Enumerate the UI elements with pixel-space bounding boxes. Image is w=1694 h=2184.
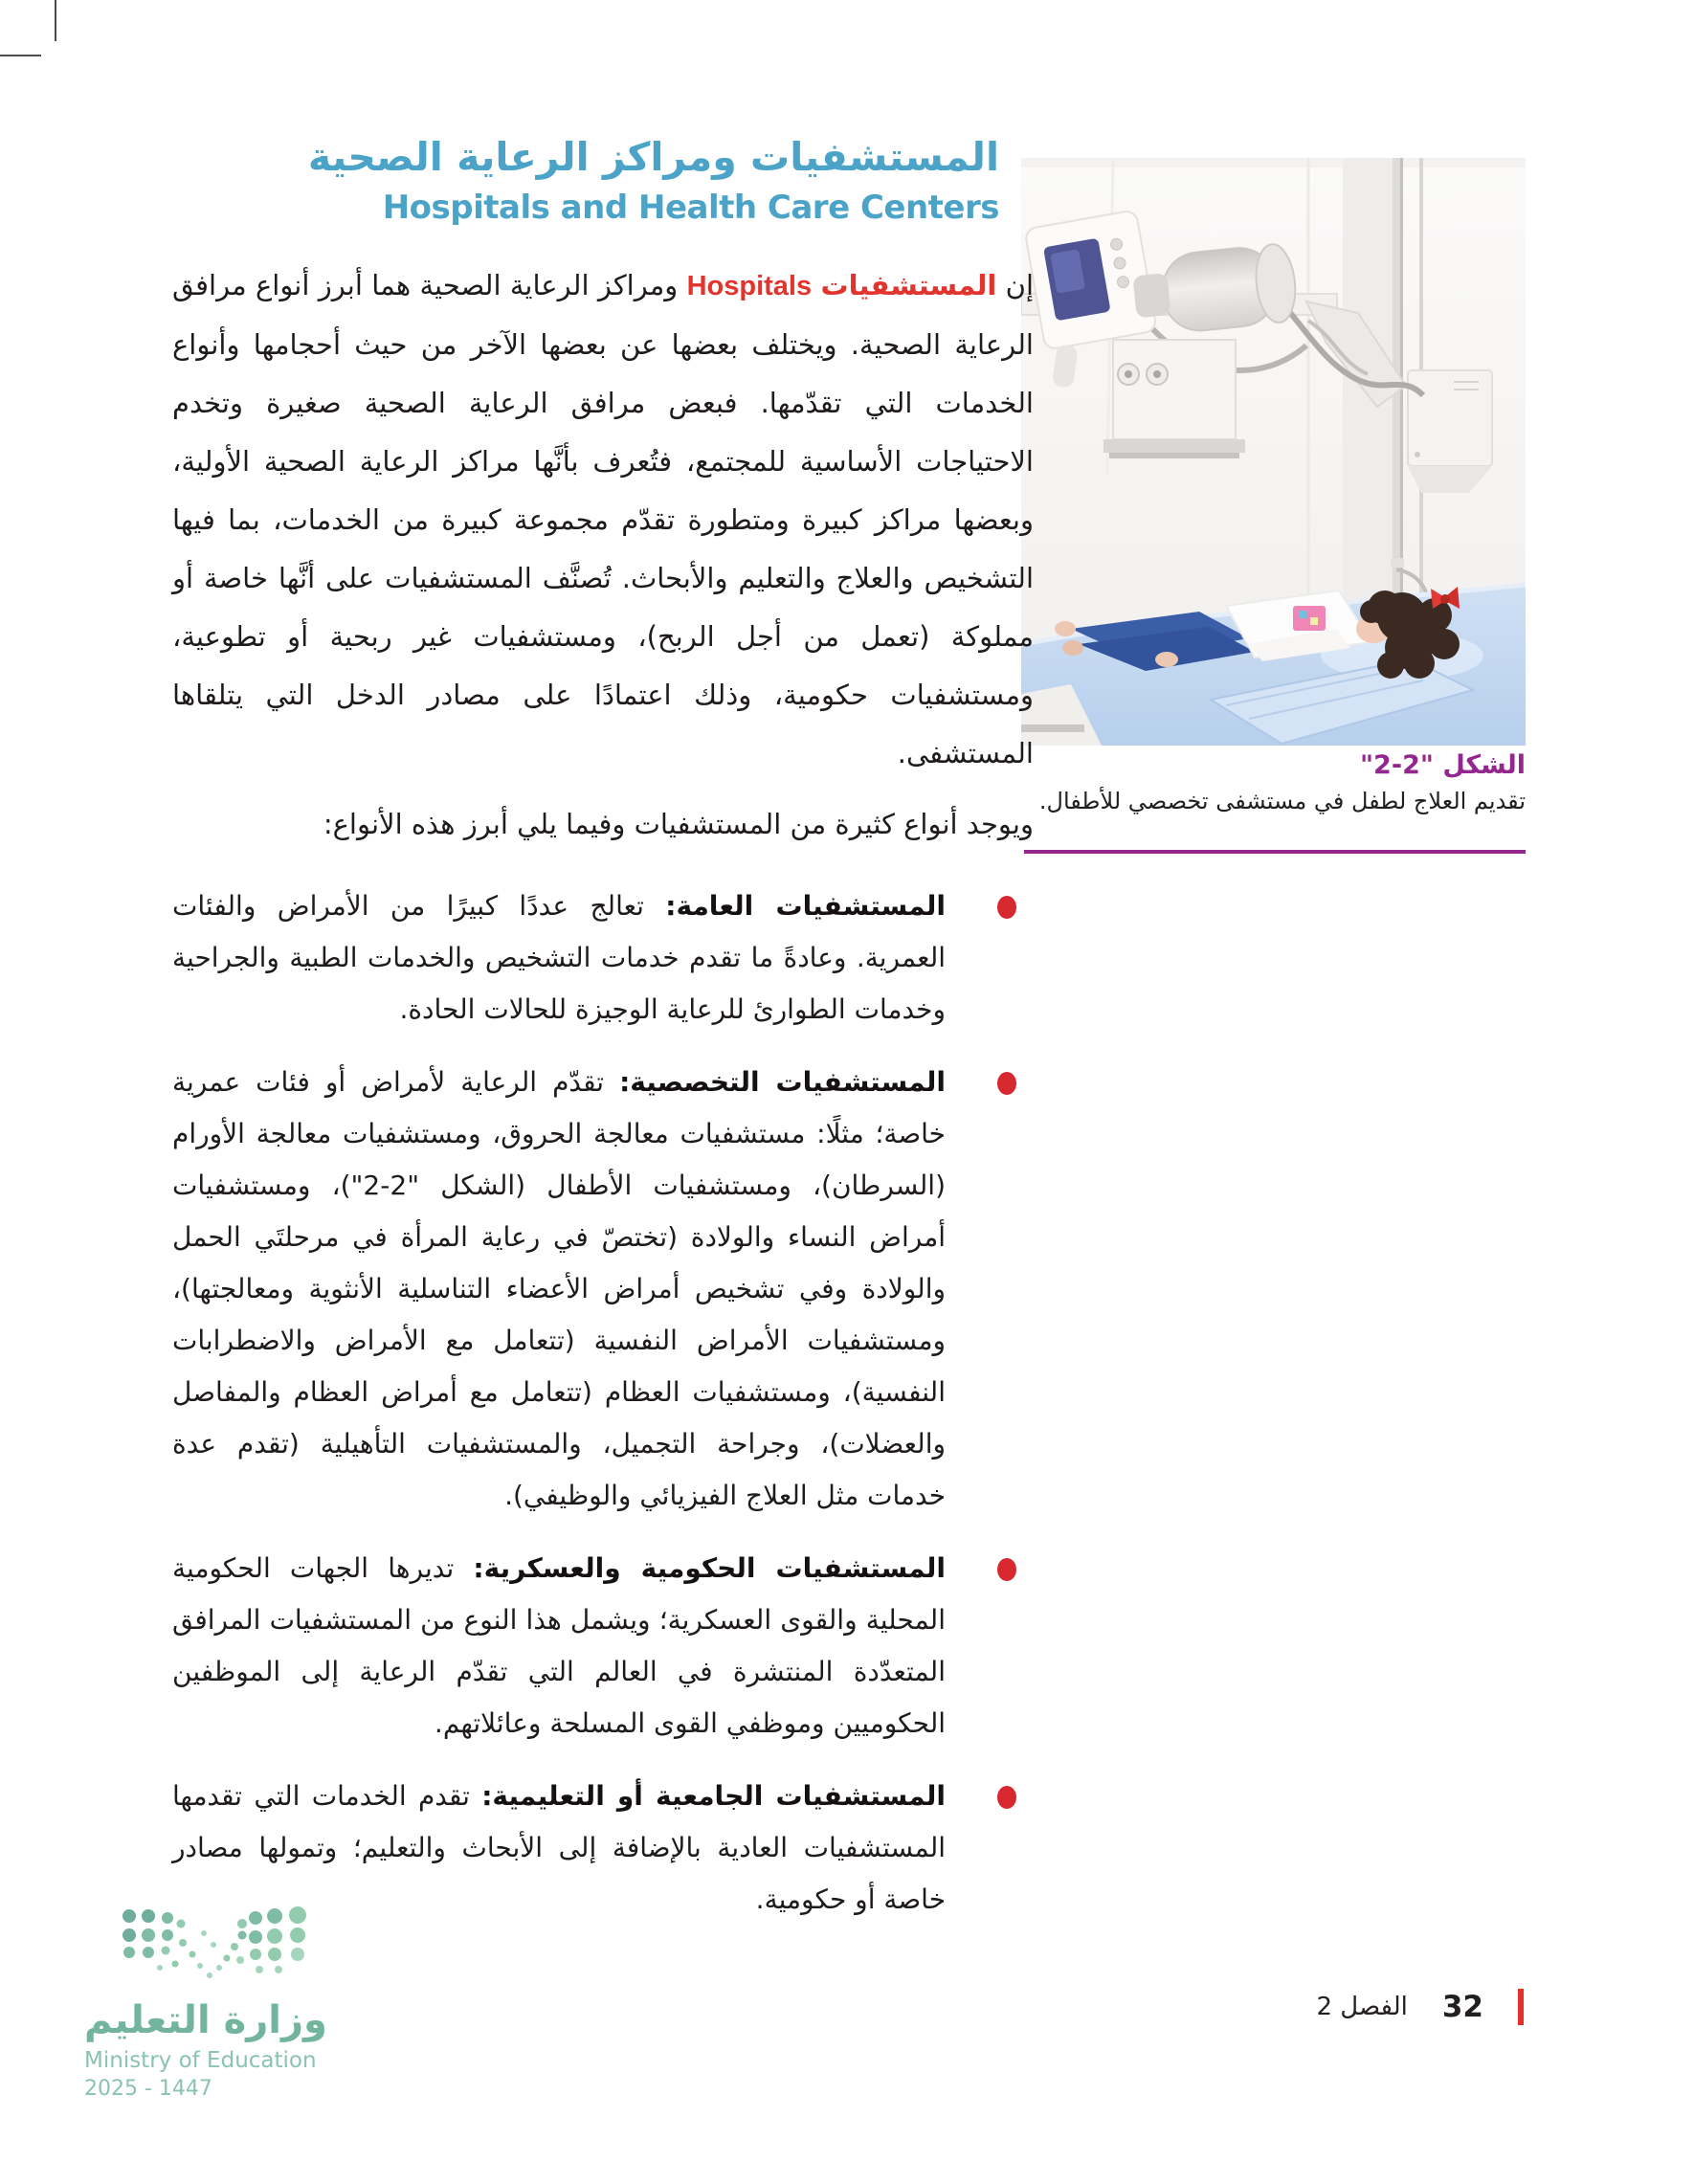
keyword-english: Hospitals bbox=[686, 271, 813, 301]
list-item-lead: المستشفيات العامة: bbox=[665, 890, 946, 922]
moe-logo-dots bbox=[118, 1906, 333, 1981]
figure-label: الشكل "2-2" bbox=[1359, 750, 1526, 780]
page-number: 32 bbox=[1441, 1990, 1483, 2024]
footer-red-bar bbox=[1518, 1989, 1524, 2025]
intro-pre: إن bbox=[1005, 269, 1035, 301]
crop-mark-horizontal bbox=[0, 55, 41, 56]
intro-rest: ومراكز الرعاية الصحية هما أبرز أنواع مرافق الرعاية الصحية. ويختلف بعضها عن بعضها الآخر من حيث أحجامها وأنواع الخدمات التي تقدّمها. فبعض مرافق الرعاية الصحية صغيرة وتخدم الاحتياجات الأساسية للمجتمع، فتُعرف بأنَّها مراكز الرعاية الصحية الأولية، وبعضها مراكز كبيرة ومتطورة تقدّم مجموعة كبيرة من الخدمات، بما فيها التشخيص والعلاج والتعليم والأبحاث. تُصنَّف المستشفيات على أنَّها خاصة أو مملوكة (تعمل من أجل الربح)، ومستشفيات غير ربحية أو تطوعية، ومستشفيات حكومية، وذلك اعتمادًا على مصادر الدخل التي يتلقاها المستشفى. bbox=[172, 269, 1034, 769]
section-title-english: Hospitals and Health Care Centers bbox=[382, 189, 999, 228]
list-item-university-teaching-hospitals bbox=[172, 1771, 946, 1926]
wall-unit-box bbox=[1408, 370, 1492, 493]
crop-mark-vertical bbox=[55, 0, 56, 41]
list-item-text: تعالج عددًا كبيرًا من الأمراض والفئات العمرية. وعادةً ما تقدم خدمات التشخيص والخدمات الطبية والجراحية وخدمات الطوارئ للرعاية الوجيزة للحالات الحادة. bbox=[172, 890, 946, 1025]
hospital-types-list bbox=[172, 880, 1034, 1926]
chapter-label: الفصل 2 bbox=[1316, 1993, 1408, 2021]
list-item-lead: المستشفيات الجامعية أو التعليمية: bbox=[481, 1780, 946, 1812]
list-item-text: تديرها الجهات الحكومية المحلية والقوى العسكرية؛ ويشمل هذا النوع من المستشفيات المرافق المتعدّدة المنتشرة في العالم التي تقدّم الرعاية إلى الموظفين الحكوميين وموظفي القوى المسلحة وعائلاتهم. bbox=[172, 1552, 946, 1739]
list-item-specialized-hospitals bbox=[172, 1057, 946, 1522]
figure-photo-child-xray bbox=[1021, 158, 1526, 746]
list-item-government-military-hospitals bbox=[172, 1543, 946, 1749]
list-item-general-hospitals bbox=[172, 880, 946, 1036]
page-footer bbox=[1317, 1989, 1525, 2025]
ministry-of-education-logo bbox=[84, 1906, 333, 2101]
list-item-lead: المستشفيات التخصصية: bbox=[619, 1066, 946, 1098]
figure-caption bbox=[1021, 750, 1526, 814]
intro-paragraph bbox=[172, 256, 1034, 783]
collimator-box bbox=[1103, 340, 1245, 458]
section-title-arabic: المستشفيات ومراكز الرعاية الصحية bbox=[307, 134, 999, 180]
main-text-column bbox=[172, 256, 1034, 1947]
caption-divider-line bbox=[1024, 850, 1526, 854]
list-item-lead: المستشفيات الحكومية والعسكرية: bbox=[473, 1552, 946, 1584]
list-item-text: تقدّم الرعاية لأمراض أو فئات عمرية خاصة؛ مثلًا: مستشفيات معالجة الحروق، ومستشفيات معالجة الأورام (السرطان)، ومستشفيات الأطفال (الشكل "2-2")، ومستشفيات أمراض النساء والولادة (تختصّ في رعاية المرأة في مرحلتَي الحمل والولادة وفي تشخيص أمراض الأعضاء التناسلية الأنثوية ومعالجتها)، ومستشفيات الأمراض النفسية (تتعامل مع الأمراض والاضطرابات النفسية)، ومستشفيات العظام (تتعامل مع أمراض العظام والمفاصل والعضلات)، وجراحة التجميل، والمستشفيات التأهيلية (تقدم عدة خدمات مثل العلاج الفيزيائي والوظيفي). bbox=[172, 1066, 947, 1511]
section-header bbox=[307, 132, 999, 228]
moe-logo-wordmark-arabic: وزارة التعليم bbox=[84, 1998, 327, 2042]
types-intro-line: ويوجد أنواع كثيرة من المستشفيات وفيما يلي أبرز هذه الأنواع: bbox=[323, 808, 1034, 840]
moe-logo-year: 2025 - 1447 bbox=[84, 2077, 212, 2101]
list-item-text: تقدم الخدمات التي تقدمها المستشفيات العادية بالإضافة إلى الأبحاث والتعليم؛ وتمولها مصادر خاصة أو حكومية. bbox=[172, 1780, 946, 1915]
xray-room-illustration bbox=[1021, 158, 1526, 746]
keyword-arabic: المستشفيات bbox=[820, 269, 997, 301]
figure-description: تقديم العلاج لطفل في مستشفى تخصصي للأطفال. bbox=[1038, 788, 1526, 814]
moe-logo-wordmark-english: Ministry of Education bbox=[84, 2048, 317, 2073]
